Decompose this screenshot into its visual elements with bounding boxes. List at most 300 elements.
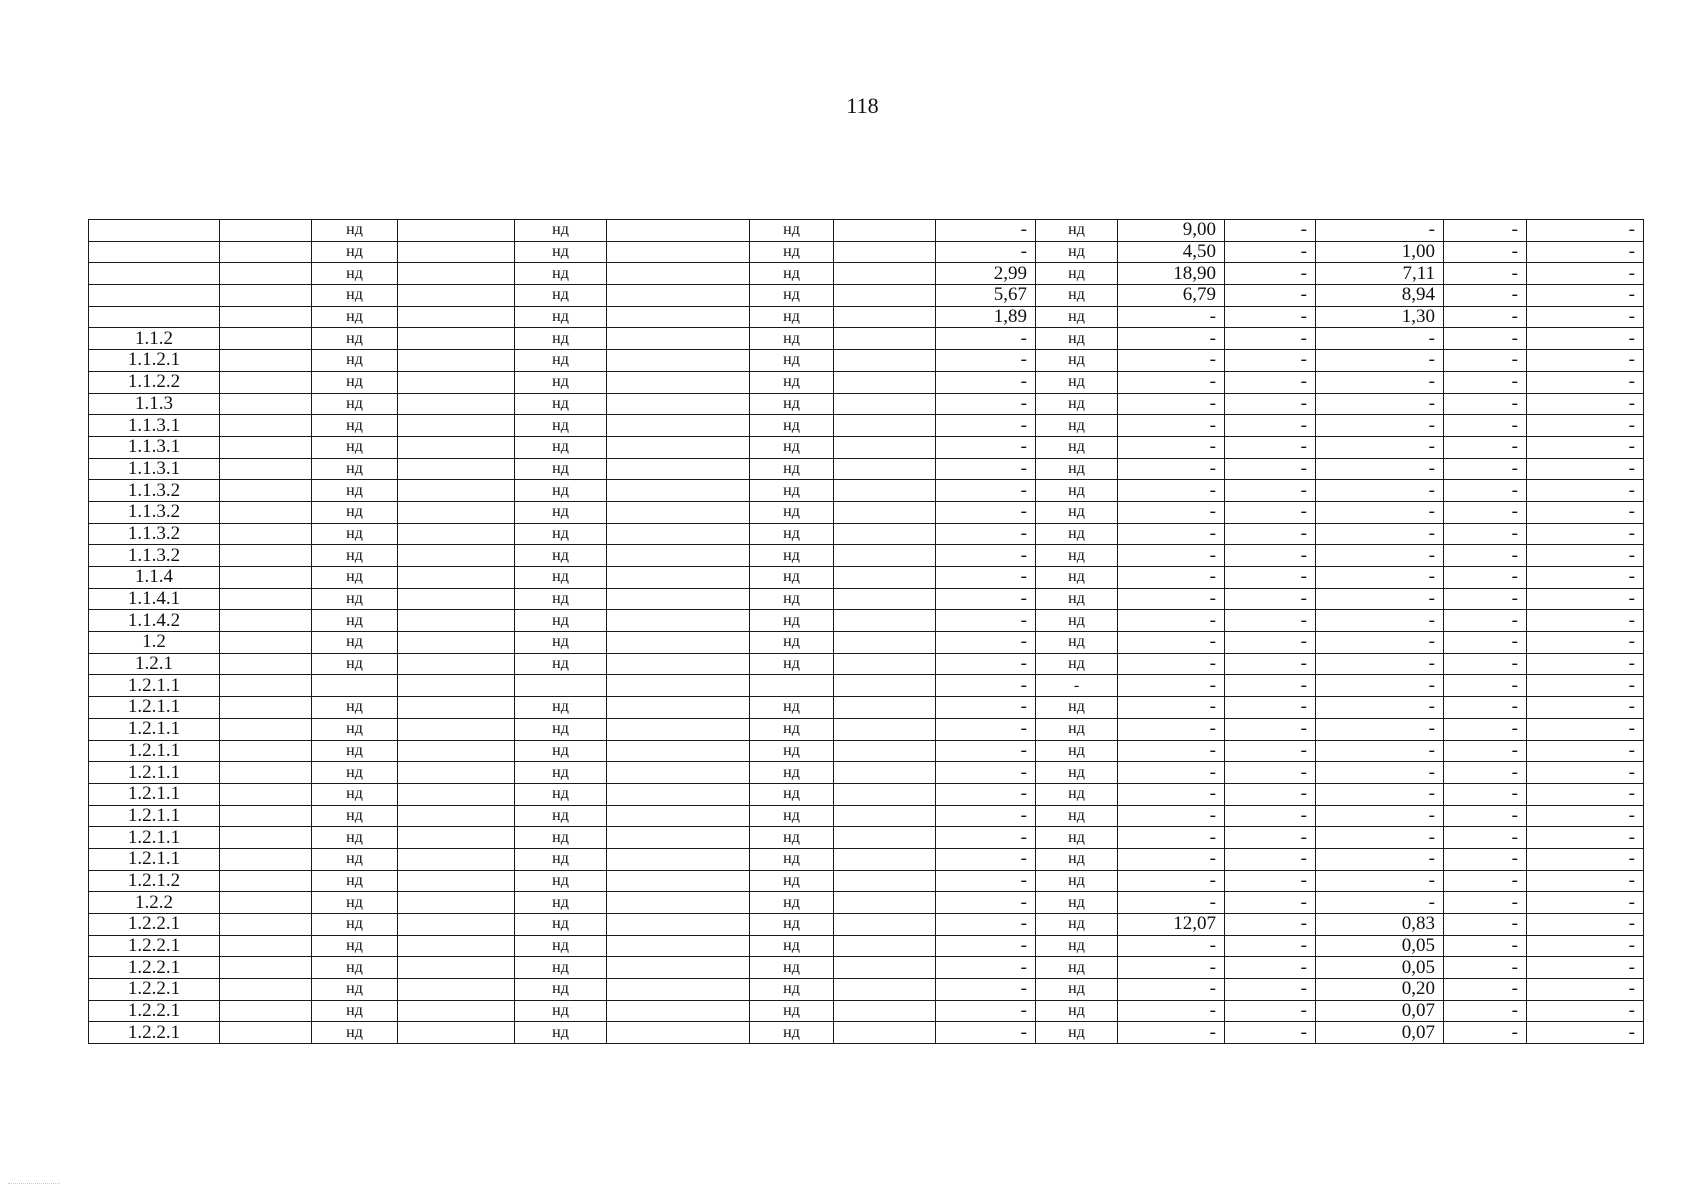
table-cell: нд	[750, 393, 834, 415]
table-cell	[220, 220, 312, 242]
table-cell: нд	[515, 241, 607, 263]
table-cell: нд	[750, 957, 834, 979]
table-cell: -	[936, 653, 1036, 675]
table-cell: нд	[312, 220, 398, 242]
table-cell: -	[1527, 718, 1644, 740]
table-cell: нд	[515, 740, 607, 762]
table-cell: нд	[1036, 567, 1118, 589]
table-cell: нд	[750, 914, 834, 936]
row-number-cell: 1.2	[89, 632, 220, 654]
table-cell: -	[1527, 805, 1644, 827]
table-cell: нд	[515, 848, 607, 870]
table-cell: -	[1225, 675, 1316, 697]
table-row	[89, 762, 1644, 784]
table-cell: -	[1316, 393, 1444, 415]
table-cell: -	[1225, 415, 1316, 437]
table-cell: -	[1444, 285, 1527, 307]
table-cell: -	[1444, 870, 1527, 892]
table-cell: -	[1118, 371, 1225, 393]
table-cell: нд	[1036, 458, 1118, 480]
row-number-cell: 1.2.1.1	[89, 697, 220, 719]
table-cell: -	[1527, 914, 1644, 936]
table-cell: нд	[750, 588, 834, 610]
table-cell	[607, 350, 750, 372]
table-cell: нд	[750, 848, 834, 870]
table-cell: нд	[515, 567, 607, 589]
table-cell: нд	[312, 523, 398, 545]
table-cell	[607, 805, 750, 827]
table-cell	[220, 523, 312, 545]
table-cell: нд	[1036, 545, 1118, 567]
table-cell	[834, 480, 936, 502]
table-cell: нд	[750, 241, 834, 263]
table-cell: -	[1118, 762, 1225, 784]
table-cell	[220, 501, 312, 523]
table-cell: -	[1444, 328, 1527, 350]
table-cell: нд	[312, 393, 398, 415]
table-cell: нд	[515, 393, 607, 415]
table-cell: -	[1527, 458, 1644, 480]
table-cell: -	[936, 610, 1036, 632]
table-row	[89, 415, 1644, 437]
table-cell	[398, 848, 515, 870]
table-cell	[834, 306, 936, 328]
table-cell: -	[1316, 328, 1444, 350]
table-cell: 4,50	[1118, 241, 1225, 263]
table-cell: нд	[750, 1000, 834, 1022]
row-number-cell: 1.1.4.2	[89, 610, 220, 632]
table-cell	[834, 827, 936, 849]
table-cell: -	[1036, 675, 1118, 697]
table-cell: -	[1225, 957, 1316, 979]
table-row	[89, 458, 1644, 480]
table-cell: нд	[1036, 350, 1118, 372]
table-cell: нд	[312, 567, 398, 589]
table-cell: -	[1444, 567, 1527, 589]
table-cell	[398, 632, 515, 654]
table-cell: -	[1527, 697, 1644, 719]
table-cell: -	[1444, 653, 1527, 675]
table-cell	[834, 501, 936, 523]
table-cell	[220, 241, 312, 263]
table-cell	[398, 328, 515, 350]
table-cell: -	[1118, 870, 1225, 892]
table-cell	[220, 480, 312, 502]
table-cell: -	[1527, 415, 1644, 437]
row-number-cell: 1.2.1.1	[89, 740, 220, 762]
table-cell: -	[936, 220, 1036, 242]
table-cell	[220, 632, 312, 654]
table-cell: -	[1527, 241, 1644, 263]
table-cell: нд	[312, 892, 398, 914]
table-cell: нд	[1036, 588, 1118, 610]
table-cell: -	[1118, 805, 1225, 827]
table-cell	[834, 220, 936, 242]
table-cell: нд	[750, 892, 834, 914]
table-cell: -	[1118, 415, 1225, 437]
table-cell	[220, 827, 312, 849]
table-cell	[607, 675, 750, 697]
table-cell	[607, 371, 750, 393]
table-cell	[220, 328, 312, 350]
table-cell: нд	[750, 1022, 834, 1044]
table-cell: -	[1225, 588, 1316, 610]
table-cell: -	[936, 436, 1036, 458]
table-cell: нд	[750, 697, 834, 719]
table-cell: нд	[515, 1000, 607, 1022]
table-cell	[398, 220, 515, 242]
table-cell: нд	[1036, 870, 1118, 892]
table-cell: нд	[750, 827, 834, 849]
row-number-cell: 1.1.3.1	[89, 415, 220, 437]
table-cell: нд	[312, 632, 398, 654]
table-cell: -	[1444, 957, 1527, 979]
table-cell: -	[1316, 870, 1444, 892]
table-cell: -	[1444, 371, 1527, 393]
table-cell: -	[1316, 610, 1444, 632]
table-cell: нд	[750, 458, 834, 480]
table-cell: нд	[312, 805, 398, 827]
table-row	[89, 567, 1644, 589]
table-cell: нд	[312, 740, 398, 762]
table-cell	[220, 1000, 312, 1022]
table-cell: нд	[750, 870, 834, 892]
table-cell: -	[1527, 892, 1644, 914]
table-cell: -	[1444, 783, 1527, 805]
table-cell: нд	[750, 762, 834, 784]
table-cell	[398, 523, 515, 545]
table-cell	[834, 588, 936, 610]
table-cell: -	[1225, 501, 1316, 523]
table-cell	[607, 567, 750, 589]
table-row	[89, 523, 1644, 545]
table-cell	[220, 957, 312, 979]
table-cell	[607, 285, 750, 307]
row-number-cell: 1.1.2.2	[89, 371, 220, 393]
row-number-cell: 1.2.2.1	[89, 935, 220, 957]
table-cell: -	[1118, 393, 1225, 415]
table-cell: -	[936, 718, 1036, 740]
table-cell: -	[1225, 762, 1316, 784]
table-cell	[834, 1000, 936, 1022]
table-cell	[834, 1022, 936, 1044]
table-cell	[834, 740, 936, 762]
table-cell: -	[1225, 306, 1316, 328]
table-row	[89, 805, 1644, 827]
table-cell: нд	[312, 697, 398, 719]
table-cell	[834, 718, 936, 740]
table-cell	[398, 588, 515, 610]
table-cell: нд	[312, 285, 398, 307]
table-cell	[220, 1022, 312, 1044]
table-cell	[220, 935, 312, 957]
table-cell	[607, 220, 750, 242]
table-cell: нд	[750, 740, 834, 762]
table-cell: -	[1118, 501, 1225, 523]
table-cell	[398, 567, 515, 589]
table-cell: нд	[312, 762, 398, 784]
table-cell: нд	[1036, 979, 1118, 1001]
table-cell: -	[1444, 350, 1527, 372]
table-cell: нд	[515, 632, 607, 654]
table-cell	[398, 306, 515, 328]
table-cell: нд	[1036, 827, 1118, 849]
table-cell	[834, 935, 936, 957]
table-cell: -	[936, 545, 1036, 567]
table-row	[89, 892, 1644, 914]
table-cell: нд	[750, 545, 834, 567]
table-row	[89, 545, 1644, 567]
row-number-cell: 1.1.2.1	[89, 350, 220, 372]
row-number-cell: 1.1.3.2	[89, 501, 220, 523]
table-cell: -	[936, 415, 1036, 437]
table-cell: нд	[750, 436, 834, 458]
table-cell	[834, 653, 936, 675]
table-cell: нд	[312, 480, 398, 502]
row-number-cell: 1.2.1	[89, 653, 220, 675]
table-row	[89, 263, 1644, 285]
table-cell: нд	[515, 762, 607, 784]
table-cell: нд	[515, 653, 607, 675]
table-cell: 0,05	[1316, 935, 1444, 957]
table-row	[89, 783, 1644, 805]
table-cell: нд	[1036, 285, 1118, 307]
table-cell	[607, 848, 750, 870]
table-cell	[398, 501, 515, 523]
table-cell	[607, 718, 750, 740]
table-cell	[607, 393, 750, 415]
table-cell: нд	[750, 328, 834, 350]
table-cell: -	[1316, 523, 1444, 545]
row-number-cell: 1.2.2.1	[89, 1000, 220, 1022]
table-cell: нд	[312, 350, 398, 372]
table-cell: -	[936, 870, 1036, 892]
table-cell: -	[1118, 979, 1225, 1001]
table-cell: -	[1527, 675, 1644, 697]
table-cell	[398, 805, 515, 827]
row-number-cell: 1.2.2.1	[89, 957, 220, 979]
table-cell: -	[1527, 740, 1644, 762]
table-cell	[220, 653, 312, 675]
table-cell: нд	[312, 436, 398, 458]
table-cell	[398, 979, 515, 1001]
table-cell	[834, 783, 936, 805]
table-cell	[220, 350, 312, 372]
table-cell	[398, 870, 515, 892]
table-cell	[834, 263, 936, 285]
table-cell	[607, 653, 750, 675]
table-cell: -	[1444, 632, 1527, 654]
table-row	[89, 371, 1644, 393]
table-cell: нд	[1036, 762, 1118, 784]
row-number-cell	[89, 220, 220, 242]
table-cell: -	[936, 935, 1036, 957]
table-cell: нд	[312, 306, 398, 328]
table-cell	[220, 588, 312, 610]
row-number-cell: 1.1.3	[89, 393, 220, 415]
table-cell	[607, 892, 750, 914]
table-cell	[398, 957, 515, 979]
table-cell: нд	[515, 870, 607, 892]
row-number-cell: 1.2.1.1	[89, 827, 220, 849]
table-cell: -	[936, 805, 1036, 827]
table-cell: 1,00	[1316, 241, 1444, 263]
table-cell: -	[1444, 306, 1527, 328]
row-number-cell: 1.2.2.1	[89, 914, 220, 936]
table-cell	[834, 957, 936, 979]
table-cell	[515, 675, 607, 697]
table-cell: -	[936, 762, 1036, 784]
table-cell: -	[1118, 567, 1225, 589]
table-cell: -	[1444, 241, 1527, 263]
table-cell: -	[1316, 220, 1444, 242]
table-cell: нд	[515, 783, 607, 805]
row-number-cell: 1.2.1.1	[89, 805, 220, 827]
table-cell: -	[1118, 523, 1225, 545]
table-cell	[834, 545, 936, 567]
table-cell: нд	[1036, 848, 1118, 870]
table-cell	[220, 762, 312, 784]
table-cell: -	[1444, 979, 1527, 1001]
table-cell	[834, 848, 936, 870]
table-row	[89, 588, 1644, 610]
table-cell	[834, 393, 936, 415]
table-cell	[398, 935, 515, 957]
table-cell: -	[1444, 805, 1527, 827]
table-cell: нд	[515, 892, 607, 914]
table-cell	[220, 567, 312, 589]
table-cell	[220, 805, 312, 827]
table-cell: -	[1527, 653, 1644, 675]
table-cell: 12,07	[1118, 914, 1225, 936]
table-cell: -	[1225, 545, 1316, 567]
table-cell: нд	[1036, 783, 1118, 805]
table-row	[89, 501, 1644, 523]
table-cell: -	[1527, 870, 1644, 892]
table-cell	[834, 567, 936, 589]
table-cell	[834, 436, 936, 458]
table-cell: -	[1225, 827, 1316, 849]
table-cell	[607, 306, 750, 328]
table-cell: нд	[515, 350, 607, 372]
table-cell: -	[1225, 653, 1316, 675]
table-cell	[220, 545, 312, 567]
table-cell	[607, 762, 750, 784]
table-cell	[607, 458, 750, 480]
table-cell: -	[1118, 892, 1225, 914]
table-cell: нд	[750, 979, 834, 1001]
table-cell: -	[1316, 458, 1444, 480]
table-cell	[607, 328, 750, 350]
table-cell: 1,30	[1316, 306, 1444, 328]
table-cell: -	[936, 588, 1036, 610]
table-cell: -	[936, 827, 1036, 849]
table-cell	[750, 675, 834, 697]
table-cell: -	[1225, 870, 1316, 892]
table-cell: -	[1444, 480, 1527, 502]
table-cell: -	[1527, 328, 1644, 350]
table-cell: нд	[515, 545, 607, 567]
table-cell: нд	[1036, 501, 1118, 523]
row-number-cell: 1.2.1.2	[89, 870, 220, 892]
table-cell: нд	[1036, 480, 1118, 502]
table-cell: нд	[312, 870, 398, 892]
table-cell: -	[1225, 935, 1316, 957]
table-cell	[398, 415, 515, 437]
table-cell: нд	[312, 371, 398, 393]
table-cell: -	[1225, 436, 1316, 458]
table-cell	[398, 393, 515, 415]
table-cell: -	[1527, 220, 1644, 242]
table-cell	[607, 501, 750, 523]
table-cell	[220, 740, 312, 762]
table-cell	[220, 436, 312, 458]
table-row	[89, 914, 1644, 936]
table-cell: нд	[312, 718, 398, 740]
table-cell: -	[1225, 848, 1316, 870]
table-cell	[834, 350, 936, 372]
table-cell: 7,11	[1316, 263, 1444, 285]
table-cell: -	[1316, 718, 1444, 740]
table-cell: нд	[750, 371, 834, 393]
scan-mark	[8, 1183, 60, 1185]
table-cell: -	[1444, 697, 1527, 719]
table-cell: -	[1225, 979, 1316, 1001]
table-cell: нд	[515, 436, 607, 458]
table-cell: нд	[1036, 371, 1118, 393]
table-cell	[398, 1022, 515, 1044]
table-cell: -	[1527, 1000, 1644, 1022]
table-cell	[220, 718, 312, 740]
row-number-cell: 1.1.3.2	[89, 523, 220, 545]
row-number-cell: 1.2.2.1	[89, 979, 220, 1001]
table-cell	[398, 610, 515, 632]
table-cell: -	[1225, 697, 1316, 719]
table-cell: -	[936, 1000, 1036, 1022]
table-cell	[398, 762, 515, 784]
table-cell	[220, 870, 312, 892]
row-number-cell	[89, 306, 220, 328]
table-cell: -	[1527, 567, 1644, 589]
table-cell: нд	[312, 783, 398, 805]
table-cell: -	[1527, 480, 1644, 502]
table-cell: -	[1527, 263, 1644, 285]
table-cell: -	[936, 740, 1036, 762]
table-cell	[607, 697, 750, 719]
table-cell	[607, 610, 750, 632]
table-row	[89, 957, 1644, 979]
table-cell: -	[1444, 436, 1527, 458]
table-row	[89, 870, 1644, 892]
table-cell: -	[936, 523, 1036, 545]
table-cell: нд	[515, 610, 607, 632]
table-cell: -	[1527, 762, 1644, 784]
table-cell	[220, 848, 312, 870]
table-cell: -	[1527, 957, 1644, 979]
table-cell: нд	[750, 480, 834, 502]
table-cell: нд	[312, 1000, 398, 1022]
table-cell: 1,89	[936, 306, 1036, 328]
table-cell	[398, 827, 515, 849]
table-cell: -	[1527, 632, 1644, 654]
row-number-cell: 1.2.1.1	[89, 783, 220, 805]
table-cell: нд	[515, 957, 607, 979]
table-cell: -	[936, 957, 1036, 979]
table-cell: нд	[515, 588, 607, 610]
table-cell: нд	[750, 263, 834, 285]
table-cell: -	[1316, 588, 1444, 610]
table-cell	[220, 914, 312, 936]
